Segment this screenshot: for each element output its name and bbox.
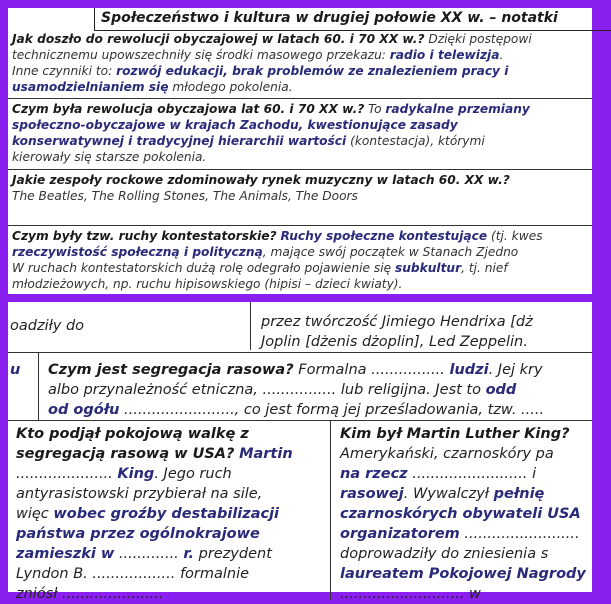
question-text: Kim był Martin Luther King?	[340, 426, 570, 442]
text-line	[12, 172, 592, 188]
cell-divider	[330, 420, 331, 600]
section-divider	[8, 225, 592, 226]
text-line	[340, 484, 610, 504]
question-text: segregacją rasową w USA?	[16, 446, 235, 462]
answer-text: To	[364, 102, 386, 116]
answer-text: oadziły do	[10, 318, 85, 334]
answer-text: ........................... w	[340, 586, 481, 602]
answer-highlight: odd	[485, 382, 517, 398]
page-title: Społeczeństwo i kultura w drugiej połowie XX w. – notatki	[94, 8, 611, 31]
answer-text: Amerykański, czarnoskóry pa	[340, 446, 554, 462]
answer-highlight: usamodzielnianiem się	[12, 80, 169, 94]
text-line	[16, 564, 326, 584]
answer-text: .....................	[16, 466, 118, 482]
question-text: Jakie zespoły rockowe zdominowały rynek muzyczny w latach 60. XX w.?	[12, 173, 510, 187]
text-line	[340, 584, 610, 604]
text-line	[12, 63, 592, 79]
answer-highlight: subkultur	[394, 261, 462, 275]
text-line	[340, 444, 610, 464]
answer-highlight: radio i telewizja	[389, 48, 500, 62]
text-line	[12, 47, 592, 63]
text-line	[16, 464, 326, 484]
row-divider	[8, 420, 592, 421]
worksheet-panel	[8, 302, 592, 602]
answer-text: Dzięki postępowi	[424, 32, 532, 46]
answer-highlight: zamieszki w	[16, 546, 115, 562]
answer-highlight: od ogółu	[48, 402, 120, 418]
answer-text: kierowały się starsze pokolenia.	[12, 150, 207, 164]
text-line	[48, 380, 608, 400]
text-line	[12, 31, 592, 47]
answer-text: Inne czynniki to:	[12, 64, 117, 78]
answer-text: prezydent	[194, 546, 272, 562]
answer-highlight: ludzi	[449, 362, 489, 378]
text-line	[12, 228, 592, 244]
cell-segregation	[48, 360, 608, 420]
text-line	[16, 584, 326, 604]
text-line	[12, 149, 592, 165]
answer-text: ........................, co jest formą jej prześladowania, tzw. .....	[119, 402, 545, 418]
text-line	[340, 424, 610, 444]
row-divider	[8, 352, 592, 353]
text-line	[340, 504, 610, 524]
cell-mlk	[340, 424, 610, 604]
answer-highlight: rozwój edukacji, brak problemów ze znalezieniem pracy i	[116, 64, 509, 78]
text-line	[340, 464, 610, 484]
answer-text: The Beatles, The Rolling Stones, The Animals, The Doors	[12, 189, 358, 203]
text-line	[12, 117, 592, 133]
answer-highlight: Martin	[239, 446, 293, 462]
answer-text: , tj. nief	[461, 261, 508, 275]
answer-text: młodego pokolenia.	[168, 80, 293, 94]
answer-text: młodzieżowych, np. ruchu hipisowskiego (hipisi – dzieci kwiaty).	[12, 277, 403, 291]
answer-highlight: rzeczywistość społeczną i polityczną	[12, 245, 263, 259]
text-line	[340, 524, 610, 544]
text-line	[10, 316, 240, 336]
cell-top-left	[10, 316, 240, 336]
answer-highlight: radykalne przemiany	[385, 102, 530, 116]
answer-highlight: Ruchy społeczne kontestujące	[280, 229, 488, 243]
answer-highlight: laureatem Pokojowej Nagrody	[340, 566, 586, 582]
answer-highlight: na rzecz	[340, 466, 408, 482]
text-line	[12, 133, 592, 149]
section-divider	[8, 169, 592, 170]
cell-top-right	[261, 312, 601, 352]
answer-text: , mające swój początek w Stanach Zjedno	[262, 245, 519, 259]
text-line	[12, 79, 592, 95]
answer-text: przez twórczość Jimiego Hendrixa [dż	[261, 314, 533, 330]
text-line	[261, 312, 601, 332]
answer-highlight: pełnię	[493, 486, 545, 502]
text-line	[340, 564, 610, 584]
text-line	[12, 276, 592, 292]
answer-text: doprowadziły do zniesienia s	[340, 546, 549, 562]
answer-text: W ruchach kontestatorskich dużą rolę odegrało pojawienie się	[12, 261, 395, 275]
text-line	[12, 188, 592, 204]
answer-text: antyrasistowski przybierał na sile,	[16, 486, 263, 502]
answer-text: .........................	[459, 526, 580, 542]
separator-band	[8, 294, 592, 302]
answer-text: .	[499, 48, 504, 62]
text-line	[16, 504, 326, 524]
answer-text: technicznemu upowszechniły się środki masowego przekazu:	[12, 48, 390, 62]
text-line	[261, 332, 601, 352]
question-text: Czym były tzw. ruchy kontestatorskie?	[12, 229, 277, 243]
section-revolution-definition	[8, 101, 592, 167]
text-line	[48, 400, 608, 420]
text-line	[340, 544, 610, 564]
answer-text: Lyndon B. .................. formalnie	[16, 566, 250, 582]
text-line	[10, 360, 30, 380]
cell-divider	[38, 352, 39, 420]
answer-highlight: wobec groźby destabilizacji	[53, 506, 280, 522]
worksheet-frame	[8, 8, 592, 602]
answer-text: więc	[16, 506, 54, 522]
answer-text: . Jej kry	[488, 362, 543, 378]
text-line	[48, 360, 608, 380]
section-divider	[8, 98, 592, 99]
text-line	[16, 484, 326, 504]
answer-highlight: rasowej	[340, 486, 404, 502]
question-text: Jak doszło do rewolucji obyczajowej w latach 60. i 70 XX w.?	[12, 32, 425, 46]
cell-divider	[250, 302, 251, 350]
answer-text: ......................... i	[407, 466, 537, 482]
notes-panel	[8, 8, 592, 290]
answer-highlight: konserwatywnej i tradycyjnej hierarchii wartości	[12, 134, 347, 148]
section-rock-bands	[8, 172, 592, 212]
answer-highlight: r.	[183, 546, 194, 562]
section-revolution-causes	[8, 31, 592, 97]
question-text: Czym była rewolucja obyczajowa lat 60. i 70 XX w.?	[12, 102, 365, 116]
cell-who-fought	[16, 424, 326, 604]
text-line	[16, 424, 326, 444]
question-text: Czym jest segregacja rasowa?	[48, 362, 294, 378]
answer-highlight: czarnoskórych obywateli USA	[340, 506, 581, 522]
text-line	[12, 260, 592, 276]
answer-highlight: organizatorem	[340, 526, 460, 542]
section-counterculture	[8, 228, 592, 294]
answer-text: . Jego ruch	[154, 466, 232, 482]
text-line	[12, 101, 592, 117]
text-line	[16, 444, 326, 464]
cell-seg-left	[10, 360, 30, 380]
text-line	[12, 244, 592, 260]
answer-highlight: państwa przez ogólnokrajowe	[16, 526, 260, 542]
answer-text: . Wywalczył	[403, 486, 494, 502]
answer-highlight: społeczno-obyczajowe w krajach Zachodu, kwestionujące zasady	[12, 118, 458, 132]
text-line	[16, 544, 326, 564]
answer-text: zniósł ......................	[16, 586, 164, 602]
answer-text: (tj. kwes	[487, 229, 543, 243]
answer-text: .............	[114, 546, 184, 562]
answer-highlight: King	[117, 466, 155, 482]
text-line	[16, 524, 326, 544]
answer-text: (kontestacja), którymi	[346, 134, 485, 148]
answer-text: Joplin [dżenis dżoplin], Led Zeppelin.	[261, 334, 528, 350]
question-text: Kto podjął pokojową walkę z	[16, 426, 249, 442]
answer-text: albo przynależność etniczna, ................ lub religijna. Jest to	[48, 382, 486, 398]
answer-highlight: u	[10, 362, 21, 378]
answer-text: Formalna ................	[293, 362, 450, 378]
